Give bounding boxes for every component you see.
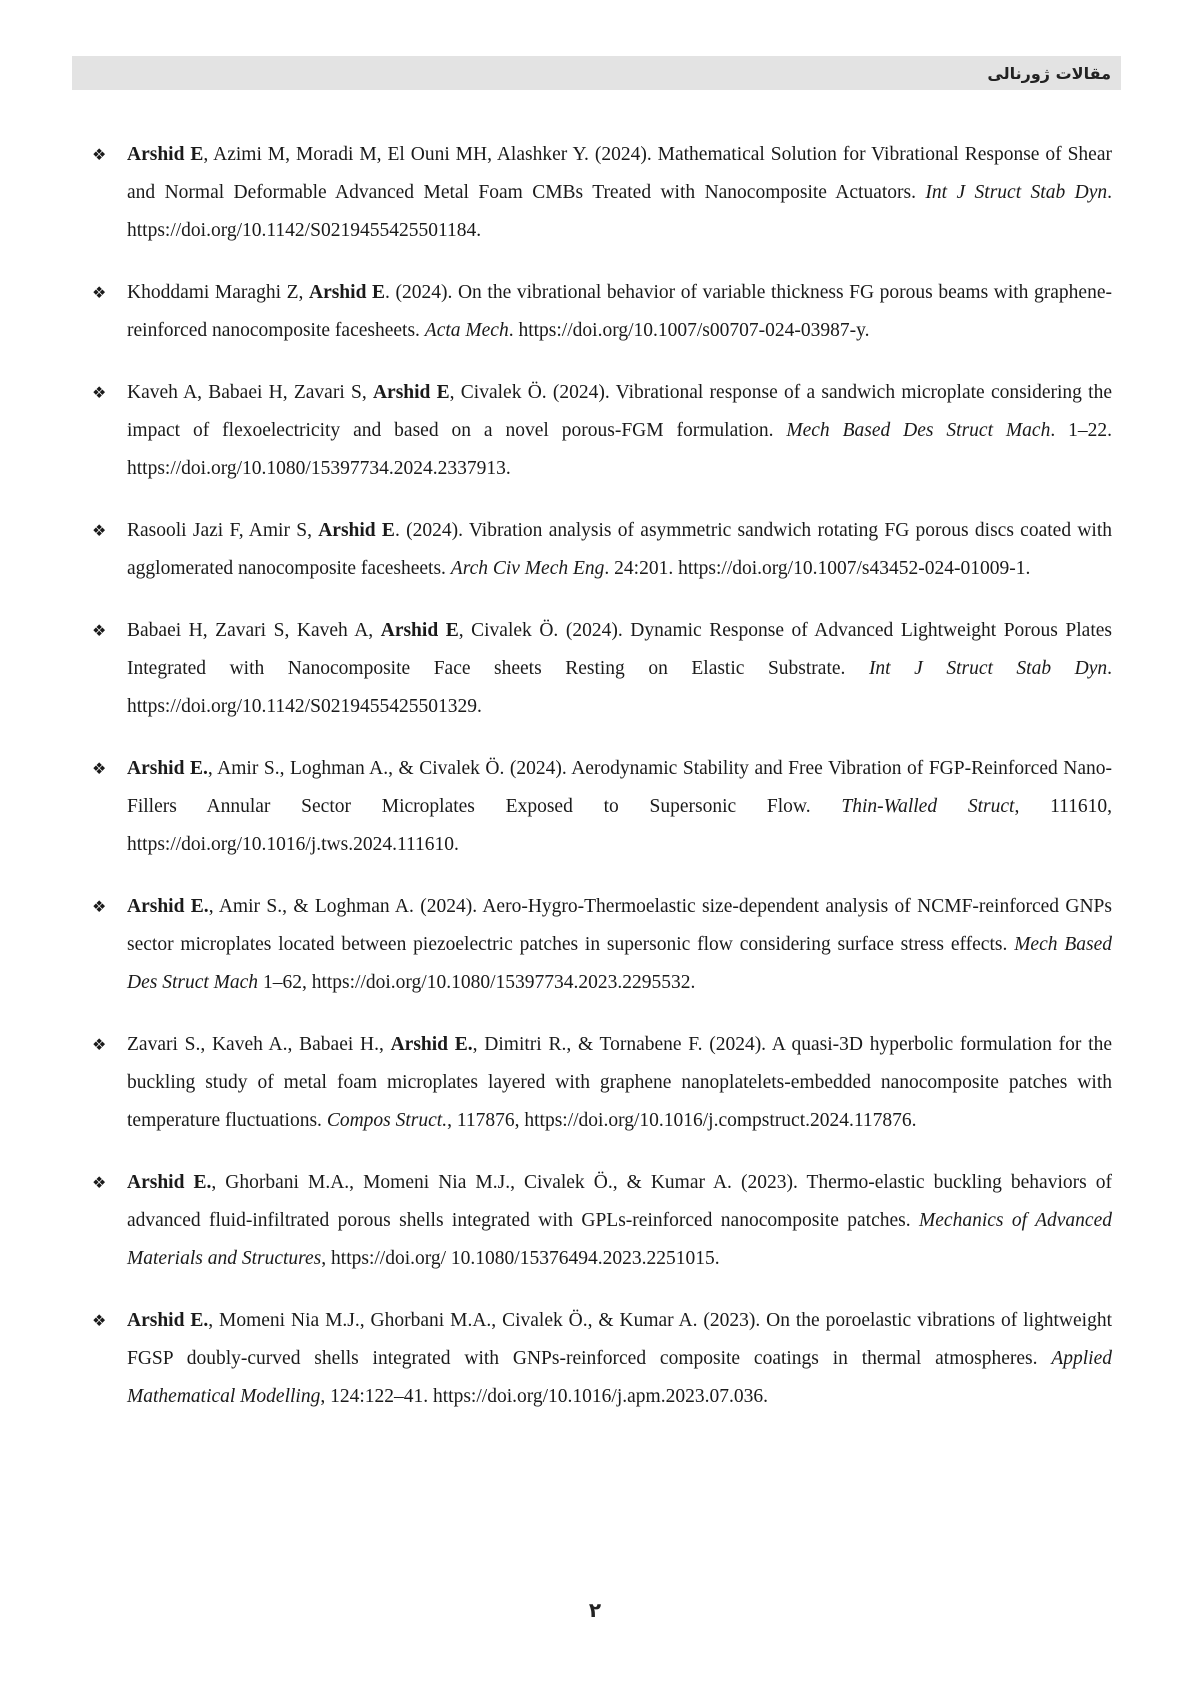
reference-item bbox=[90, 888, 1112, 1002]
reference-body: , Amir S., & Loghman A. (2024). Aero-Hygro-Thermoelastic size-dependent analysis of NCMF-reinforced GNPs sector microplates located between piezoelectric patches in supersonic flow considering surface stress effects. bbox=[127, 896, 1112, 955]
reference-journal: Int J Struct Stab Dyn bbox=[925, 182, 1108, 203]
reference-highlighted-author: Arshid E bbox=[308, 282, 386, 303]
reference-item bbox=[90, 136, 1112, 250]
reference-authors-pre: Khoddami Maraghi Z, bbox=[127, 282, 309, 303]
reference-body: . (2024). Vibration analysis of asymmetric sandwich rotating FG porous discs coated with agglomerated nanocomposite facesheets. bbox=[127, 520, 1112, 579]
reference-body: , Civalek Ö. (2024). Vibrational response of a sandwich microplate considering the impact of flexoelectricity and based on a novel porous-FGM formulation. bbox=[127, 382, 1112, 441]
diamond-bullet-icon: ❖ bbox=[92, 521, 107, 540]
diamond-bullet-icon: ❖ bbox=[92, 145, 107, 164]
diamond-bullet-icon: ❖ bbox=[92, 897, 107, 916]
reference-item bbox=[90, 274, 1112, 350]
reference-doi: , 124:122–41. https://doi.org/10.1016/j.apm.2023.07.036. bbox=[320, 1386, 768, 1407]
reference-authors-pre: Kaveh A, Babaei H, Zavari S, bbox=[127, 382, 373, 403]
diamond-bullet-icon: ❖ bbox=[92, 621, 107, 640]
reference-item bbox=[90, 1164, 1112, 1278]
reference-highlighted-author: Arshid E. bbox=[127, 758, 208, 779]
reference-highlighted-author: Arshid E bbox=[318, 520, 395, 541]
reference-doi: , 117876, https://doi.org/10.1016/j.compstruct.2024.117876. bbox=[447, 1110, 917, 1131]
reference-highlighted-author: Arshid E bbox=[372, 382, 450, 403]
diamond-bullet-icon: ❖ bbox=[92, 283, 107, 302]
reference-journal: Arch Civ Mech Eng bbox=[450, 558, 605, 579]
section-title: مقالات ژورنالی bbox=[987, 63, 1111, 83]
reference-journal: Mech Based Des Struct Mach bbox=[786, 420, 1051, 441]
section-header-bar bbox=[72, 56, 1121, 90]
reference-journal: Thin-Walled Struct bbox=[841, 796, 1015, 817]
reference-doi: . 24:201. https://doi.org/10.1007/s43452-024-01009-1. bbox=[604, 558, 1031, 579]
reference-doi: . 1–22. https://doi.org/10.1080/15397734.2024.2337913. bbox=[127, 420, 1113, 479]
reference-item bbox=[90, 374, 1112, 488]
reference-authors-pre: Zavari S., Kaveh A., Babaei H., bbox=[127, 1034, 391, 1055]
reference-doi: . https://doi.org/10.1007/s00707-024-03987-y. bbox=[508, 320, 870, 341]
reference-body: , Azimi M, Moradi M, El Ouni MH, Alashker Y. (2024). Mathematical Solution for Vibrational Response of Shear and Normal Deformable Advanced Metal Foam CMBs Treated with Nanocomposite Actuators. bbox=[127, 144, 1112, 203]
reference-doi: . https://doi.org/10.1142/S0219455425501329. bbox=[127, 658, 1112, 717]
reference-item bbox=[90, 1026, 1112, 1140]
reference-body: , Momeni Nia M.J., Ghorbani M.A., Civalek Ö., & Kumar A. (2023). On the poroelastic vibrations of lightweight FGSP doubly-curved shells integrated with GNPs-reinforced composite coatings in thermal atmospheres. bbox=[127, 1310, 1112, 1369]
diamond-bullet-icon: ❖ bbox=[92, 1173, 107, 1192]
reference-body: , Amir S., Loghman A., & Civalek Ö. (2024). Aerodynamic Stability and Free Vibration of FGP-Reinforced Nano-Fillers Annular Sector Microplates Exposed to Supersonic Flow. bbox=[127, 758, 1112, 817]
reference-body: , Ghorbani M.A., Momeni Nia M.J., Civalek Ö., & Kumar A. (2023). Thermo-elastic buckling behaviors of advanced fluid-infiltrated porous shells integrated with GPLs-reinforced nanocomposite patches. bbox=[127, 1172, 1112, 1231]
reference-journal: Applied Mathematical Modelling bbox=[127, 1348, 1112, 1407]
reference-highlighted-author: Arshid E bbox=[380, 620, 459, 641]
reference-journal: Mech Based Des Struct Mach bbox=[127, 934, 1112, 993]
reference-list bbox=[90, 136, 1112, 1440]
reference-highlighted-author: Arshid E. bbox=[390, 1034, 473, 1055]
reference-highlighted-author: Arshid E. bbox=[127, 896, 209, 917]
reference-journal: Compos Struct. bbox=[326, 1110, 448, 1131]
reference-highlighted-author: Arshid E. bbox=[127, 1172, 212, 1193]
reference-authors-pre: Babaei H, Zavari S, Kaveh A, bbox=[127, 620, 381, 641]
reference-doi: 1–62, https://doi.org/10.1080/15397734.2023.2295532. bbox=[258, 972, 696, 993]
reference-body: . (2024). On the vibrational behavior of variable thickness FG porous beams with graphene-reinforced nanocomposite facesheets. bbox=[127, 282, 1112, 341]
reference-journal: Mechanics of Advanced Materials and Structures bbox=[127, 1210, 1112, 1269]
reference-journal: Int J Struct Stab Dyn bbox=[868, 658, 1108, 679]
reference-authors-pre: Rasooli Jazi F, Amir S, bbox=[127, 520, 319, 541]
reference-highlighted-author: Arshid E. bbox=[127, 1310, 209, 1331]
reference-body: , Dimitri R., & Tornabene F. (2024). A quasi-3D hyperbolic formulation for the buckling study of metal foam microplates layered with graphene nanoplatelets-embedded nanocomposite patches with temperature fluctuations. bbox=[127, 1034, 1112, 1131]
reference-highlighted-author: Arshid E bbox=[127, 144, 204, 165]
reference-doi: , https://doi.org/ 10.1080/15376494.2023.2251015. bbox=[321, 1248, 720, 1269]
diamond-bullet-icon: ❖ bbox=[92, 1035, 107, 1054]
reference-item bbox=[90, 612, 1112, 726]
page-number: ۲ bbox=[588, 1598, 602, 1622]
reference-item bbox=[90, 1302, 1112, 1416]
reference-doi: , 111610, https://doi.org/10.1016/j.tws.2024.111610. bbox=[127, 796, 1113, 855]
reference-item bbox=[90, 512, 1112, 588]
diamond-bullet-icon: ❖ bbox=[92, 1311, 107, 1330]
diamond-bullet-icon: ❖ bbox=[92, 759, 107, 778]
reference-doi: . https://doi.org/10.1142/S0219455425501184. bbox=[127, 182, 1112, 241]
reference-body: , Civalek Ö. (2024). Dynamic Response of Advanced Lightweight Porous Plates Integrated with Nanocomposite Face sheets Resting on Elastic Substrate. bbox=[127, 620, 1112, 679]
diamond-bullet-icon: ❖ bbox=[92, 383, 107, 402]
reference-item bbox=[90, 750, 1112, 864]
reference-journal: Acta Mech bbox=[424, 320, 509, 341]
